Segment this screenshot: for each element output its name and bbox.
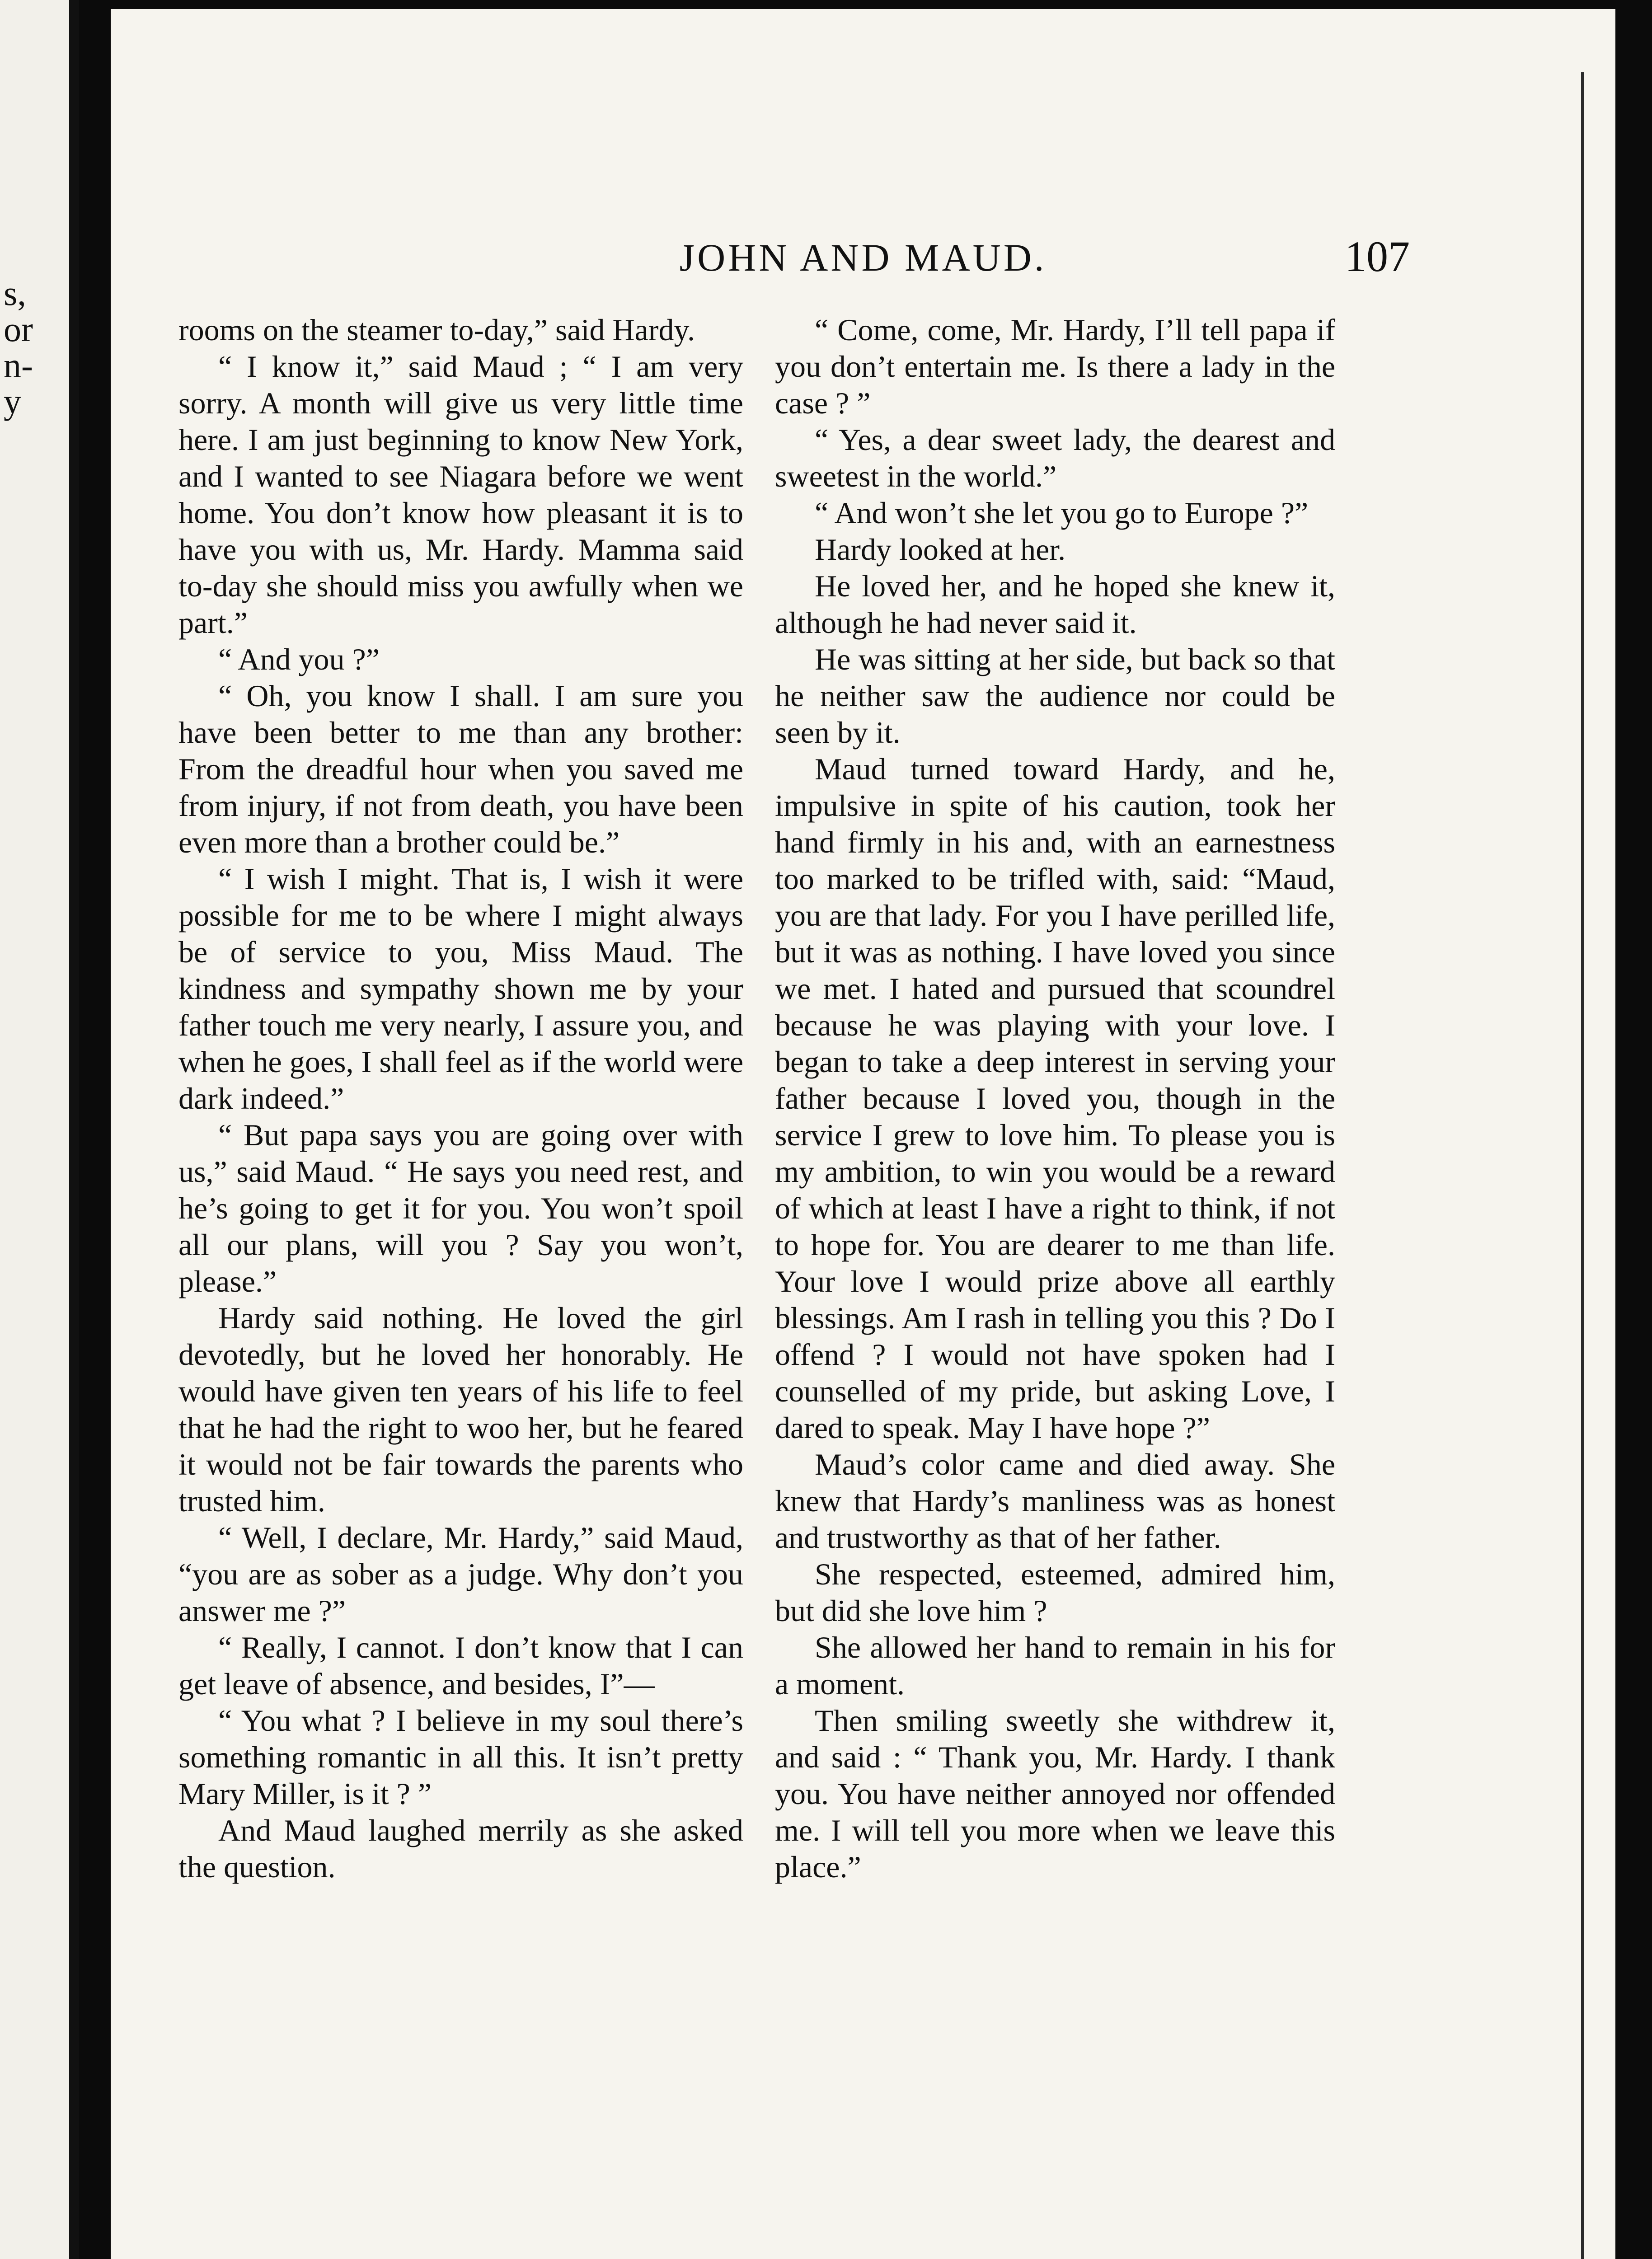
page-header (111, 232, 1615, 289)
paragraph: “ Well, I declare, Mr. Hardy,” said Maud, “you are as sober as a judge. Why don’t you answer me ?” (178, 1520, 743, 1628)
previous-page-fragment: y (4, 382, 21, 421)
paragraph: “ Yes, a dear sweet lady, the dearest and sweetest in the world.” (775, 422, 1335, 493)
previous-page-fragment: or (4, 309, 33, 349)
page-edge-rule (1581, 72, 1584, 2259)
book-page (111, 9, 1615, 2259)
running-head: JOHN AND MAUD. (679, 236, 1047, 279)
previous-page-fragment: s, (4, 273, 26, 313)
paragraph: Then smiling sweetly she withdrew it, and said : “ Thank you, Mr. Hardy. I thank you. You have neither annoyed nor offended me. I will tell you more when we leave this place.” (775, 1703, 1335, 1884)
paragraph: Hardy looked at her. (815, 532, 1066, 567)
paragraph: And Maud laughed merrily as she asked the question. (178, 1813, 743, 1884)
paragraph: Maud turned toward Hardy, and he, impulsive in spite of his caution, took her hand firmly in his and, with an earnestness too marked to be trifled with, said: “Maud, you are that lady. For you I have perilled life, but it was as nothing. I have loved you since we met. I hated and pursued that scoundrel because he was playing with your love. I began to take a deep interest in serving your father because I loved you, though in the service I grew to love him. To please you is my ambition, to win you would be a reward of which at least I have a right to think, if not to hope for. You are dearer to me than life. Your love I would prize above all earthly blessings. Am I rash in telling you this ? Do I offend ? I would not have spoken had I counselled of my pride, but asking Love, I dared to speak. May I have hope ?” (775, 752, 1335, 1445)
paragraph: “ And you ?” (218, 642, 380, 676)
paragraph: “ And won’t she let you go to Europe ?” (815, 496, 1309, 530)
paragraph: Hardy said nothing. He loved the girl devotedly, but he loved her honorably. He would have given ten years of his life to feel that he had the right to woo her, but he feared it would not be fair towards the parents who trusted him. (178, 1301, 743, 1518)
paragraph: He loved her, and he hoped she knew it, although he had never said it. (775, 569, 1335, 640)
left-column (178, 312, 743, 1885)
right-column (775, 312, 1335, 1885)
paragraph: “ Come, come, Mr. Hardy, I’ll tell papa if you don’t entertain me. Is there a lady in the case ? ” (775, 313, 1335, 420)
paragraph: He was sitting at her side, but back so that he neither saw the audience nor could be seen by it. (775, 642, 1335, 750)
paragraph: Maud’s color came and died away. She knew that Hardy’s manliness was as honest and trustworthy as that of her father. (775, 1447, 1335, 1555)
paragraph: “ Really, I cannot. I don’t know that I can get leave of absence, and besides, I”— (178, 1630, 743, 1701)
paragraph: “ But papa says you are going over with us,” said Maud. “ He says you need rest, and he’s going to get it for you. You won’t spoil all our plans, will you ? Say you won’t, please.” (178, 1118, 743, 1298)
page-number: 107 (1345, 232, 1410, 281)
previous-page-fragment: n- (4, 346, 33, 385)
paragraph: She respected, esteemed, admired him, but did she love him ? (775, 1557, 1335, 1628)
previous-page-edge (0, 0, 79, 2259)
paragraph: She allowed her hand to remain in his for a moment. (775, 1630, 1335, 1701)
paragraph: “ I know it,” said Maud ; “ I am very sorry. A month will give us very little time here. I am just beginning to know New York, and I wanted to see Niagara before we went home. You don’t know how pleasant it is to have you with us, Mr. Hardy. Mamma said to-day she should miss you awfully when we part.” (178, 349, 743, 640)
paragraph: “ You what ? I believe in my soul there’s something romantic in all this. It isn’t pretty Mary Miller, is it ? ” (178, 1703, 743, 1811)
paragraph: “ Oh, you know I shall. I am sure you have been better to me than any brother: From the dreadful hour when you saved me from injury, if not from death, you have been even more than a brother could be.” (178, 679, 743, 859)
paragraph: “ I wish I might. That is, I wish it were possible for me to be where I might always be of service to you, Miss Maud. The kindness and sympathy shown me by your father touch me very nearly, I assure you, and when he goes, I shall feel as if the world were dark indeed.” (178, 862, 743, 1115)
paragraph: rooms on the steamer to-day,” said Hardy. (178, 313, 695, 347)
gutter-shadow (69, 0, 79, 2259)
